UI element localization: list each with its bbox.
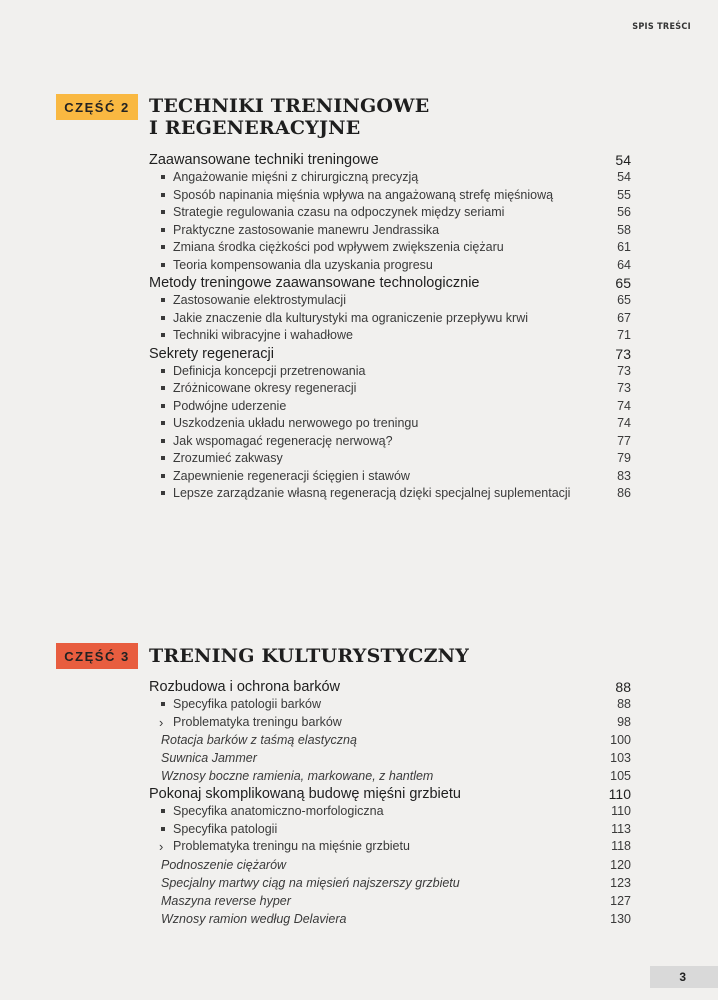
toc-entry-italic[interactable] (149, 767, 631, 785)
toc-entry-bullet[interactable] (149, 485, 631, 503)
part-3-title-line1: TRENING KULTURYSTYCZNY (149, 645, 469, 667)
toc-entry-title: Rozbudowa i ochrona barków (149, 679, 341, 695)
toc-entry-title: Metody treningowe zaawansowane technologicznie (149, 275, 480, 291)
toc-entry-title: Specyfika patologii (173, 821, 278, 836)
toc-entry-bullet[interactable] (149, 257, 631, 275)
toc-entry-title: › Problematyka treningu barków (173, 714, 342, 729)
toc-entry-bullet[interactable] (149, 380, 631, 398)
toc-entry-page: 103 (610, 751, 631, 765)
toc-entry-page: 65 (615, 275, 631, 291)
toc-entry-title: Zmiana środka ciężkości pod wpływem zwiększenia ciężaru (173, 240, 504, 254)
toc-entry-page: 65 (617, 293, 631, 307)
toc-entry-section[interactable] (149, 151, 631, 169)
toc-entry-title: Zaawansowane techniki treningowe (149, 152, 379, 168)
toc-entry-title: Jakie znaczenie dla kulturystyki ma ograniczenie przepływu krwi (173, 310, 529, 325)
toc-entry-page: 73 (617, 381, 631, 395)
running-header: SPIS TREŚCI (632, 22, 691, 32)
part-3-toc (149, 678, 631, 928)
toc-entry-page: 56 (617, 205, 631, 219)
toc-entry-page: 77 (617, 433, 631, 448)
toc-entry-bullet[interactable] (149, 803, 631, 821)
toc-entry-bullet[interactable] (149, 696, 631, 714)
toc-entry-bullet[interactable] (149, 187, 631, 205)
toc-entry-section[interactable] (149, 678, 631, 696)
toc-entry-page: 86 (617, 486, 631, 500)
toc-entry-bullet[interactable] (149, 222, 631, 240)
toc-entry-title: Praktyczne zastosowanie manewru Jendrassika (173, 222, 440, 237)
toc-entry-bullet[interactable] (149, 821, 631, 839)
toc-entry-page: 88 (617, 697, 631, 711)
toc-entry-title: Rotacja barków z taśmą elastyczną (161, 733, 357, 747)
toc-entry-page: 73 (617, 363, 631, 378)
toc-entry-page: 110 (611, 804, 631, 818)
toc-entry-page: 123 (610, 875, 631, 890)
part-2-badge: CZĘŚĆ 2 (56, 94, 138, 120)
toc-entry-title: Specjalny martwy ciąg na mięsień najszerszy grzbietu (161, 875, 460, 890)
toc-entry-page: 64 (617, 257, 631, 272)
toc-entry-title: › Problematyka treningu na mięśnie grzbietu (173, 839, 410, 853)
toc-entry-title: Podwójne uderzenie (173, 398, 287, 413)
toc-entry-page: 113 (611, 821, 631, 836)
toc-entry-page: 71 (617, 328, 631, 342)
toc-entry-italic[interactable] (149, 910, 631, 928)
toc-entry-title: Wznosy boczne ramienia, markowane, z hantlem (161, 769, 434, 783)
toc-entry-page: 73 (615, 345, 631, 362)
toc-entry-bullet[interactable] (149, 169, 631, 187)
toc-entry-bullet[interactable] (149, 310, 631, 328)
toc-entry-page: 110 (608, 786, 631, 802)
toc-entry-page: 118 (611, 839, 631, 853)
toc-entry-title: Specyfika patologii barków (173, 697, 321, 711)
toc-entry-bullet[interactable] (149, 327, 631, 345)
toc-entry-page: 105 (610, 769, 631, 783)
part-2-toc (149, 151, 631, 503)
toc-entry-page: 54 (615, 152, 631, 168)
toc-entry-title: Specyfika anatomiczno-morfologiczna (173, 804, 384, 818)
toc-entry-page: 58 (617, 222, 631, 237)
part-2-title (149, 95, 429, 139)
toc-entry-section[interactable] (149, 345, 631, 363)
toc-entry-page: 74 (617, 416, 631, 430)
toc-entry-section[interactable] (149, 274, 631, 292)
part-3-title (149, 645, 469, 667)
toc-entry-bullet[interactable] (149, 433, 631, 451)
toc-entry-title: Zapewnienie regeneracji ścięgien i stawów (173, 468, 410, 483)
toc-entry-page: 83 (617, 468, 631, 483)
toc-entry-title: Teoria kompensowania dla uzyskania progresu (173, 257, 433, 272)
toc-entry-bullet[interactable] (149, 204, 631, 222)
toc-entry-title: Jak wspomagać regenerację nerwową? (173, 433, 393, 448)
toc-entry-bullet[interactable] (149, 450, 631, 468)
toc-entry-italic[interactable] (149, 731, 631, 749)
toc-entry-title: Definicja koncepcji przetrenowania (173, 363, 366, 378)
toc-entry-page: 98 (617, 714, 631, 729)
part-2-title-line1: TECHNIKI TRENINGOWE (149, 95, 430, 117)
toc-entry-page: 74 (617, 398, 631, 413)
page-number: 3 (650, 966, 718, 988)
toc-entry-italic[interactable] (149, 874, 631, 892)
toc-entry-bullet[interactable] (149, 398, 631, 416)
toc-entry-title: Sposób napinania mięśnia wpływa na angażowaną strefę mięśniową (173, 187, 554, 202)
toc-entry-bullet[interactable] (149, 292, 631, 310)
toc-entry-page: 127 (610, 893, 631, 908)
toc-entry-title: Lepsze zarządzanie własną regeneracją dzięki specjalnej suplementacji (173, 486, 571, 500)
toc-entry-title: Wznosy ramion według Delaviera (161, 911, 347, 926)
toc-entry-title: Sekrety regeneracji (149, 345, 274, 362)
toc-entry-italic[interactable] (149, 892, 631, 910)
toc-entry-page: 100 (610, 733, 631, 747)
part-2-title-line2: I REGENERACYJNE (149, 117, 361, 139)
toc-entry-italic[interactable] (149, 749, 631, 767)
toc-entry-title: Uszkodzenia układu nerwowego po treningu (173, 416, 419, 430)
toc-entry-title: Zrozumieć zakwasy (173, 451, 283, 465)
toc-entry-italic[interactable] (149, 856, 631, 874)
toc-entry-page: 54 (617, 170, 631, 184)
toc-entry-section[interactable] (149, 785, 631, 803)
toc-entry-page: 88 (615, 679, 631, 695)
part-3-badge: CZĘŚĆ 3 (56, 643, 138, 669)
toc-entry-title: Zróżnicowane okresy regeneracji (173, 381, 357, 395)
toc-entry-title: Suwnica Jammer (161, 751, 257, 765)
toc-entry-title: Maszyna reverse hyper (161, 893, 291, 908)
toc-entry-arrow[interactable] (149, 714, 631, 732)
toc-entry-page: 130 (610, 911, 631, 926)
toc-entry-bullet[interactable] (149, 239, 631, 257)
toc-entry-arrow[interactable] (149, 838, 631, 856)
toc-entry-page: 120 (610, 857, 631, 872)
toc-entry-page: 55 (617, 187, 631, 202)
toc-entry-page: 67 (617, 310, 631, 325)
toc-entry-title: Angażowanie mięśni z chirurgiczną precyzją (173, 170, 419, 184)
toc-entry-page: 61 (617, 240, 631, 254)
toc-entry-title: Strategie regulowania czasu na odpoczynek między seriami (173, 205, 505, 219)
toc-entry-title: Zastosowanie elektrostymulacji (173, 293, 346, 307)
toc-entry-title: Techniki wibracyjne i wahadłowe (173, 328, 353, 342)
toc-entry-title: Pokonaj skomplikowaną budowę mięśni grzbietu (149, 786, 461, 802)
toc-entry-title: Podnoszenie ciężarów (161, 857, 287, 872)
toc-entry-bullet[interactable] (149, 415, 631, 433)
toc-entry-page: 79 (617, 451, 631, 465)
toc-entry-bullet[interactable] (149, 363, 631, 381)
toc-entry-bullet[interactable] (149, 468, 631, 486)
